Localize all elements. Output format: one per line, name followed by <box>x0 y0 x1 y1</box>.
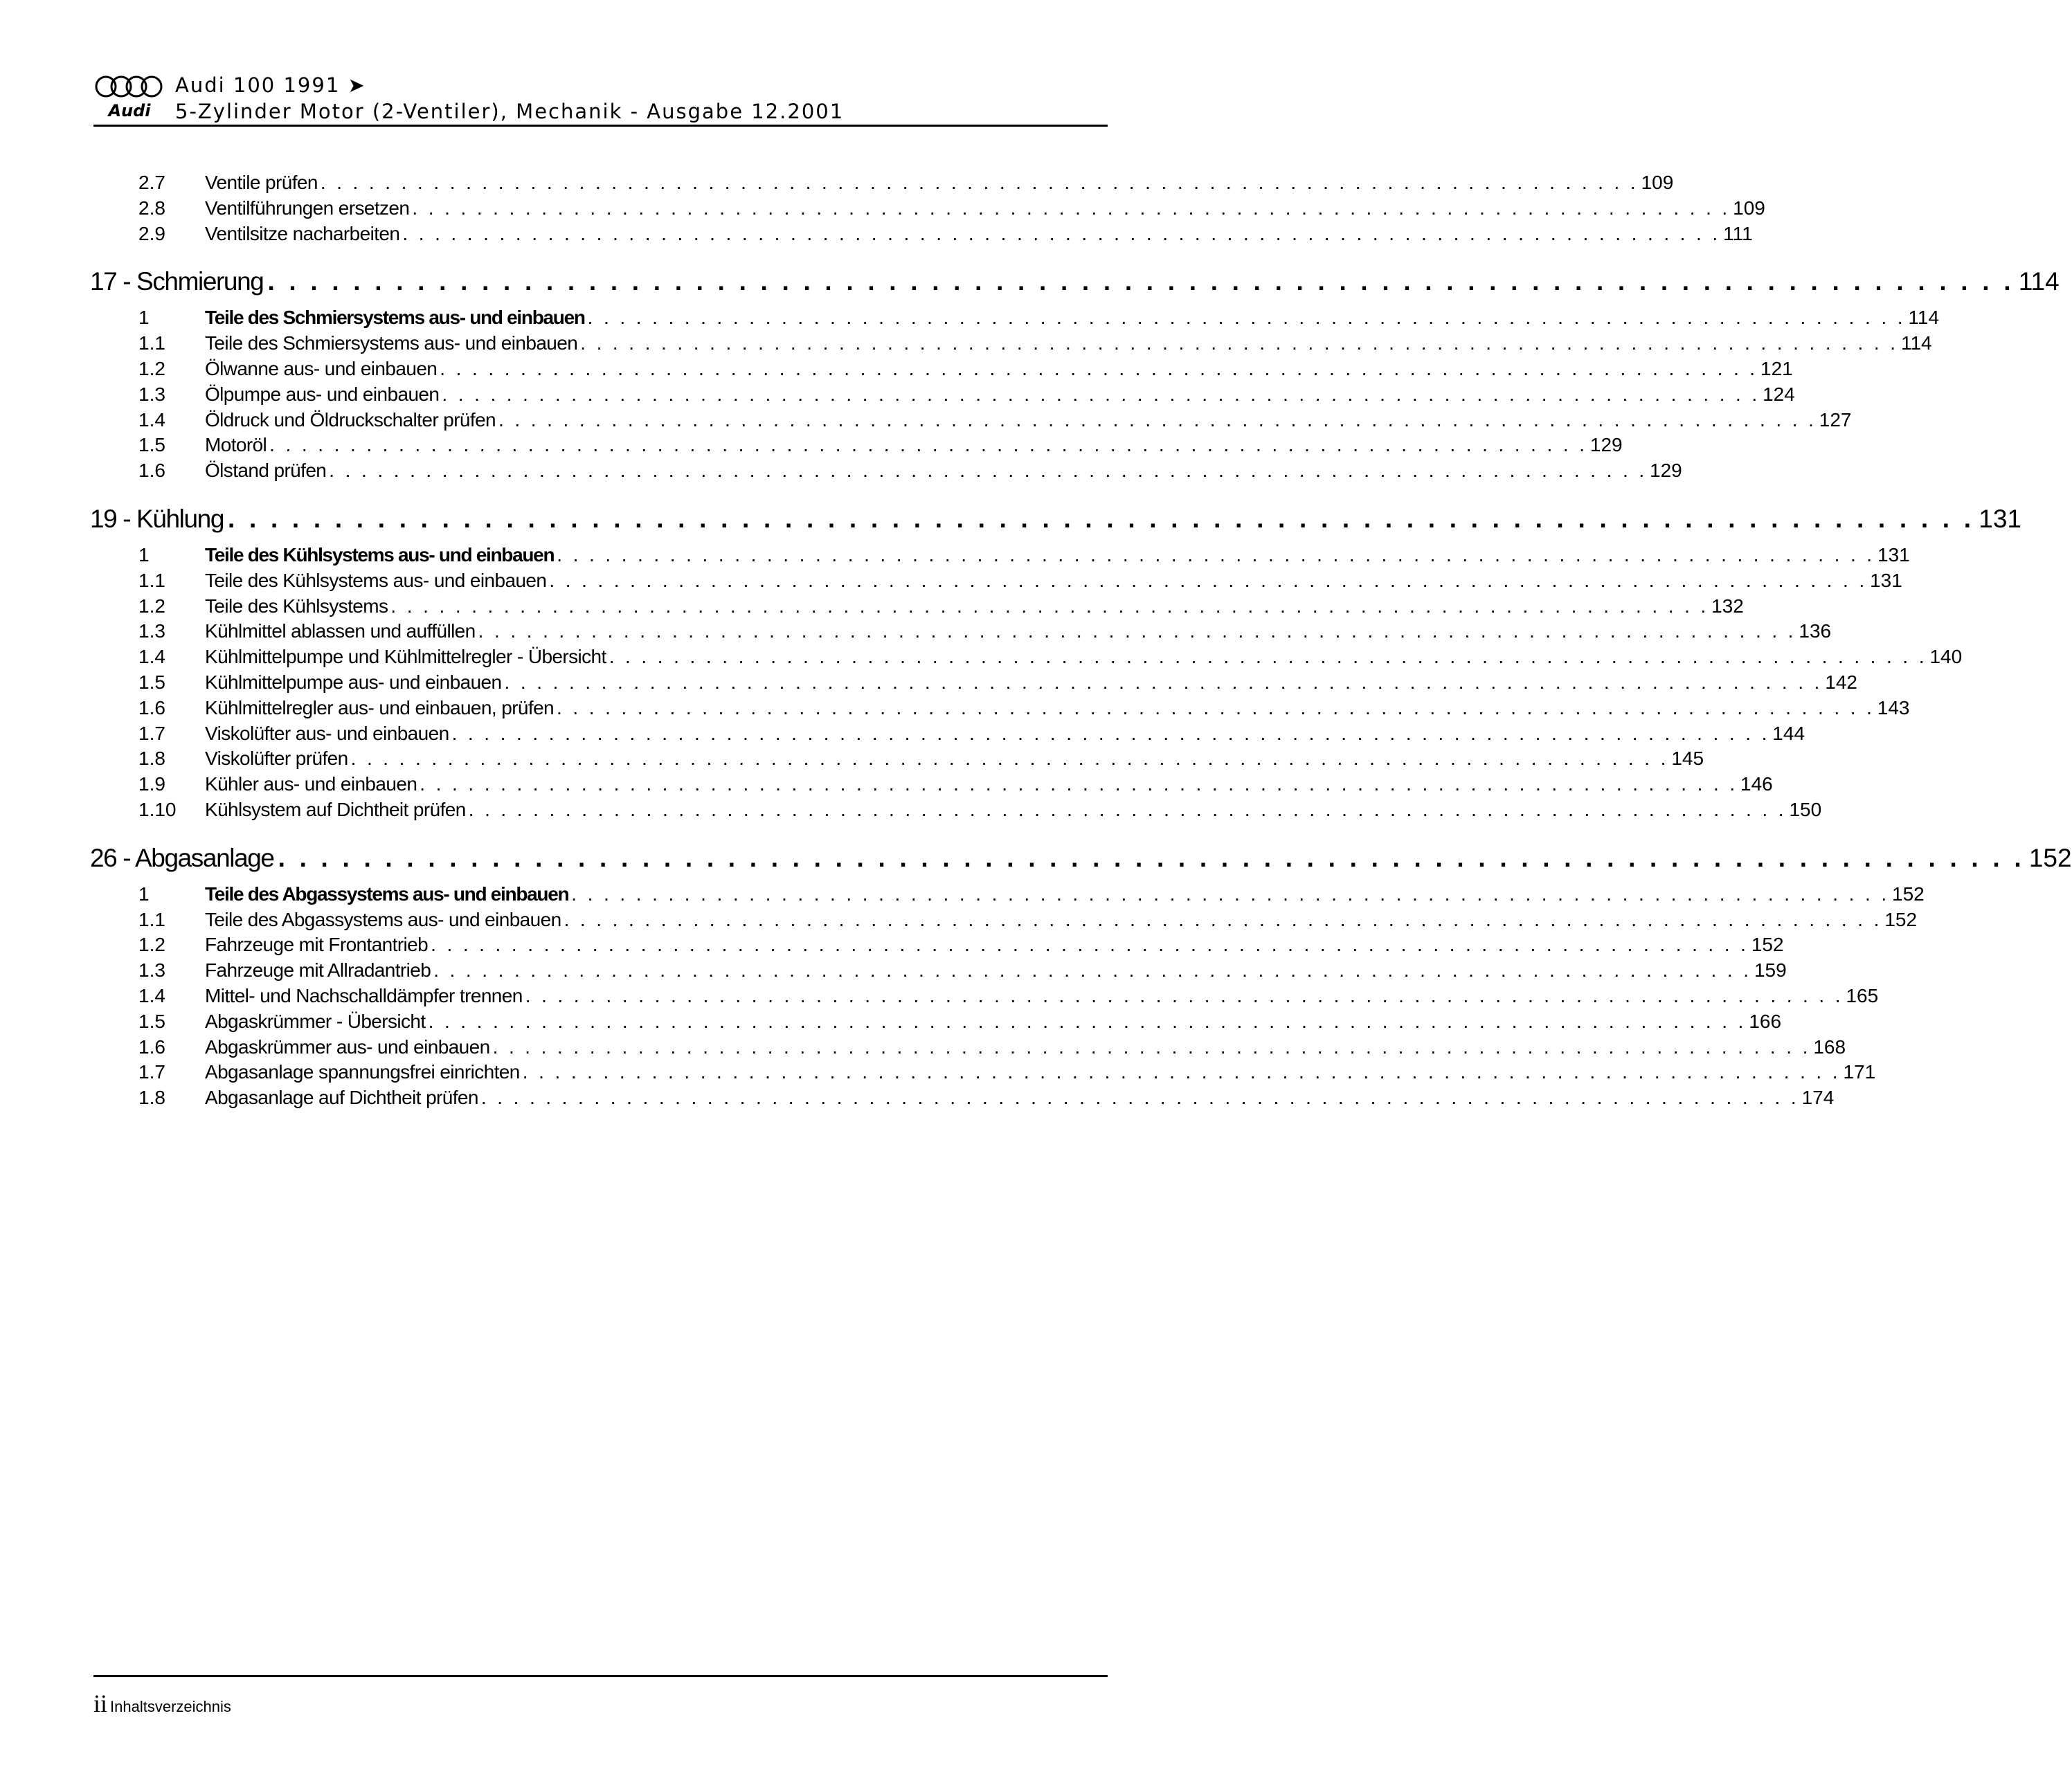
toc-entry-title: Fahrzeuge mit Allradantrieb <box>205 959 431 982</box>
toc-entry[interactable] <box>90 408 1852 433</box>
toc-entry-number: 1.1 <box>138 908 165 930</box>
toc-entry-number: 1.7 <box>138 722 165 744</box>
toc-entry[interactable] <box>90 196 1765 222</box>
dot-leader: . . . . . . . . . . . . . . . . . . . . . . . . . . . . . . . . . . . . . . . . . . . . . . . . . . . . . . . . . . . . . . . . . . . . . . . . . . . . . . . . . . <box>480 1087 1799 1109</box>
toc-entry[interactable] <box>90 331 1932 356</box>
toc-entry-number: 1.7 <box>138 1061 165 1083</box>
toc-entry-page: 165 <box>1846 984 1879 1006</box>
toc-chapter-heading[interactable] <box>90 839 2072 878</box>
toc-entry-page: 136 <box>1799 620 1832 642</box>
dot-leader: . . . . . . . . . . . . . . . . . . . . . . . . . . . . . . . . . . . . . . . . . . . . . . . . . . . . . . . . . . . . . . . . . . . . . . . . . . . . . . . . . . <box>468 798 1787 820</box>
toc-entry-title: Ventilführungen ersetzen <box>205 197 410 219</box>
toc-entry-number: 1 <box>138 307 150 329</box>
toc-entry-page: 109 <box>1641 172 1674 193</box>
audi-logo-wordmark: Audi <box>108 101 151 120</box>
toc-entry[interactable] <box>90 458 1682 484</box>
dot-leader: . . . . . . . . . . . . . . . . . . . . . . . . . . . . . . . . . . . . . . . . . . . . . . . . . . . . . . . . . . . . . . . . . . . . . . . . . . . . . . . . . . <box>278 843 2025 872</box>
page-footer <box>93 1689 231 1718</box>
dot-leader: . . . . . . . . . . . . . . . . . . . . . . . . . . . . . . . . . . . . . . . . . . . . . . . . . . . . . . . . . . . . . . . . . . . . . . . . . . . . . . . . . . <box>525 984 1844 1006</box>
toc-entry-number: 1.10 <box>138 798 177 820</box>
toc-entry-number: 1.4 <box>138 646 165 668</box>
toc-entry-number: 1.4 <box>138 408 165 431</box>
toc-entry-number: 1.1 <box>138 569 165 591</box>
toc-entry-page: 127 <box>1819 408 1852 431</box>
toc-entry-number: 1.2 <box>138 595 165 617</box>
toc-entry-title: Kühlmittelpumpe aus- und einbauen <box>205 671 502 693</box>
dot-leader: . . . . . . . . . . . . . . . . . . . . . . . . . . . . . . . . . . . . . . . . . . . . . . . . . . . . . . . . . . . . . . . . . . . . . . . . . . . . . . . . . . <box>580 332 1898 354</box>
toc-entry-page: 132 <box>1711 595 1744 617</box>
dot-leader: . . . . . . . . . . . . . . . . . . . . . . . . . . . . . . . . . . . . . . . . . . . . . . . . . . . . . . . . . . . . . . . . . . . . . . . . . . . . . . . . . . <box>402 222 1721 244</box>
toc-entry[interactable] <box>90 568 1902 594</box>
toc-entry-title: Ölstand prüfen <box>205 460 327 482</box>
dot-leader: . . . . . . . . . . . . . . . . . . . . . . . . . . . . . . . . . . . . . . . . . . . . . . . . . . . . . . . . . . . . . . . . . . . . . . . . . . . . . . . . . . <box>428 1010 1747 1032</box>
toc-entry-title: Kühlmittelpumpe und Kühlmittelregler - Übersicht <box>205 646 606 668</box>
toc-entry-page: 129 <box>1650 460 1682 482</box>
dot-leader: . . . . . . . . . . . . . . . . . . . . . . . . . . . . . . . . . . . . . . . . . . . . . . . . . . . . . . . . . . . . . . . . . . . . . . . . . . . . . . . . . . <box>269 434 1587 456</box>
footer-divider <box>93 1675 1108 1677</box>
manual-subtitle: 5-Zylinder Motor (2-Ventiler), Mechanik - Ausgabe 12.2001 <box>175 100 845 123</box>
toc-entry-page: 142 <box>1825 671 1857 693</box>
toc-entry-number: 1.8 <box>138 748 165 770</box>
toc-entry-page: 121 <box>1760 357 1793 379</box>
toc-entry-page: 143 <box>1877 696 1910 718</box>
dot-leader: . . . . . . . . . . . . . . . . . . . . . . . . . . . . . . . . . . . . . . . . . . . . . . . . . . . . . . . . . . . . . . . . . . . . . . . . . . . . . . . . . . <box>440 357 1758 379</box>
toc-entry-page: 174 <box>1801 1087 1835 1109</box>
toc-chapter-heading[interactable] <box>90 262 2060 301</box>
toc-entry[interactable] <box>90 1060 1876 1085</box>
toc-entry-page: 114 <box>1908 307 1940 329</box>
dot-leader: . . . . . . . . . . . . . . . . . . . . . . . . . . . . . . . . . . . . . . . . . . . . . . . . . . . . . . . . . . . . . . . . . . . . . . . . . . . . . . . . . . <box>267 267 2015 296</box>
footer-label: Inhaltsverzeichnis <box>110 1698 231 1715</box>
toc-entry-number: 1.6 <box>138 460 165 482</box>
manual-title: Audi 100 1991 ➤ <box>175 73 366 97</box>
toc-entry-title: Ventile prüfen <box>205 172 318 193</box>
toc-entry-number: 1.5 <box>138 671 165 693</box>
toc-entry[interactable] <box>90 619 1832 644</box>
toc-entry[interactable] <box>90 907 1918 933</box>
toc-entry[interactable] <box>90 772 1773 797</box>
toc-entry-page: 140 <box>1929 646 1963 668</box>
dot-leader: . . . . . . . . . . . . . . . . . . . . . . . . . . . . . . . . . . . . . . . . . . . . . . . . . . . . . . . . . . . . . . . . . . . . . . . . . . . . . . . . . . <box>564 908 1882 930</box>
toc-entry[interactable] <box>90 644 1963 670</box>
dot-leader: . . . . . . . . . . . . . . . . . . . . . . . . . . . . . . . . . . . . . . . . . . . . . . . . . . . . . . . . . . . . . . . . . . . . . . . . . . . . . . . . . . <box>609 646 1927 668</box>
toc-section-entry[interactable] <box>90 543 1910 568</box>
toc-entry-title: Teile des Kühlsystems aus- und einbauen <box>205 543 555 566</box>
table-of-contents <box>90 170 2072 1111</box>
toc-entry-page: 152 <box>1884 908 1918 930</box>
toc-entry-title: Abgaskrümmer aus- und einbauen <box>205 1036 490 1058</box>
toc-entry-number: 1.4 <box>138 984 165 1006</box>
toc-entry[interactable] <box>90 433 1623 458</box>
toc-entry[interactable] <box>90 1035 1846 1060</box>
toc-entry-title: Teile des Kühlsystems <box>205 595 388 617</box>
dot-leader: . . . . . . . . . . . . . . . . . . . . . . . . . . . . . . . . . . . . . . . . . . . . . . . . . . . . . . . . . . . . . . . . . . . . . . . . . . . . . . . . . . <box>571 883 1890 905</box>
toc-entry-number: 1.6 <box>138 1036 165 1058</box>
toc-section-entry[interactable] <box>90 882 1925 907</box>
toc-entry-number: 1.5 <box>138 434 165 456</box>
toc-entry[interactable] <box>90 958 1787 984</box>
toc-entry[interactable] <box>90 797 1822 823</box>
toc-entry-title: Ölwanne aus- und einbauen <box>205 357 438 379</box>
toc-entry[interactable] <box>90 1009 1782 1035</box>
toc-entry[interactable] <box>90 594 1744 620</box>
toc-entry-title: Viskolüfter aus- und einbauen <box>205 722 449 744</box>
toc-entry-title: Mittel- und Nachschalldämpfer trennen <box>205 984 523 1006</box>
toc-entry-number: 1.3 <box>138 620 165 642</box>
toc-entry-number: 1.2 <box>138 934 165 956</box>
toc-entry-title: Teile des Abgassystems aus- und einbauen <box>205 883 569 905</box>
toc-entry[interactable] <box>90 382 1795 408</box>
dot-leader: . . . . . . . . . . . . . . . . . . . . . . . . . . . . . . . . . . . . . . . . . . . . . . . . . . . . . . . . . . . . . . . . . . . . . . . . . . . . . . . . . . <box>522 1061 1841 1083</box>
toc-entry-number: 1.1 <box>138 332 165 354</box>
toc-entry-title: Öldruck und Öldruckschalter prüfen <box>205 408 496 431</box>
toc-entry-number: 1.9 <box>138 773 165 795</box>
toc-entry[interactable] <box>90 1085 1835 1111</box>
toc-entry-page: 131 <box>1870 569 1902 591</box>
toc-entry-number: 1.2 <box>138 357 165 379</box>
toc-entry-title: Ölpumpe aus- und einbauen <box>205 383 440 405</box>
toc-entry-title: Fahrzeuge mit Frontantrieb <box>205 934 429 956</box>
toc-entry-page: 111 <box>1723 222 1753 244</box>
toc-entry-title: Abgasanlage spannungsfrei einrichten <box>205 1061 520 1083</box>
chapter-page: 114 <box>2018 267 2060 296</box>
toc-entry-page: 109 <box>1733 197 1765 219</box>
toc-entry[interactable] <box>90 696 1910 721</box>
dot-leader: . . . . . . . . . . . . . . . . . . . . . . . . . . . . . . . . . . . . . . . . . . . . . . . . . . . . . . . . . . . . . . . . . . . . . . . . . . . . . . . . . . <box>442 383 1760 405</box>
dot-leader: . . . . . . . . . . . . . . . . . . . . . . . . . . . . . . . . . . . . . . . . . . . . . . . . . . . . . . . . . . . . . . . . . . . . . . . . . . . . . . . . . . <box>228 504 1975 533</box>
toc-entry-number: 1.6 <box>138 696 165 718</box>
toc-entry-title: Teile des Kühlsystems aus- und einbauen <box>205 569 547 591</box>
dot-leader: . . . . . . . . . . . . . . . . . . . . . . . . . . . . . . . . . . . . . . . . . . . . . . . . . . . . . . . . . . . . . . . . . . . . . . . . . . . . . . . . . . <box>420 773 1738 795</box>
toc-entry-number: 1.3 <box>138 959 165 982</box>
toc-entry[interactable] <box>90 932 1784 958</box>
toc-entry-number: 1.8 <box>138 1087 165 1109</box>
toc-chapter-heading[interactable] <box>90 500 2021 539</box>
toc-entry-title: Teile des Abgassystems aus- und einbauen <box>205 908 561 930</box>
toc-entry-page: 145 <box>1671 748 1704 770</box>
toc-entry-title: Kühlsystem auf Dichtheit prüfen <box>205 798 466 820</box>
chapter-title: 26 - Abgasanlage <box>90 843 274 872</box>
page-header <box>93 72 1108 127</box>
toc-entry-page: 129 <box>1589 434 1623 456</box>
toc-entry-number: 1 <box>138 543 150 566</box>
toc-entry[interactable] <box>90 170 1674 196</box>
dot-leader: . . . . . . . . . . . . . . . . . . . . . . . . . . . . . . . . . . . . . . . . . . . . . . . . . . . . . . . . . . . . . . . . . . . . . . . . . . . . . . . . . . <box>329 460 1648 482</box>
dot-leader: . . . . . . . . . . . . . . . . . . . . . . . . . . . . . . . . . . . . . . . . . . . . . . . . . . . . . . . . . . . . . . . . . . . . . . . . . . . . . . . . . . <box>412 197 1731 219</box>
chapter-page: 131 <box>1979 504 2021 533</box>
toc-entry-page: 166 <box>1749 1010 1782 1032</box>
dot-leader: . . . . . . . . . . . . . . . . . . . . . . . . . . . . . . . . . . . . . . . . . . . . . . . . . . . . . . . . . . . . . . . . . . . . . . . . . . . . . . . . . . <box>557 696 1875 718</box>
toc-entry-title: Teile des Schmiersystems aus- und einbauen <box>205 332 578 354</box>
toc-entry-number: 1 <box>138 883 150 905</box>
toc-entry-page: 152 <box>1892 883 1925 905</box>
audi-logo-icon <box>93 72 166 120</box>
toc-entry-page: 131 <box>1877 543 1910 566</box>
dot-leader: . . . . . . . . . . . . . . . . . . . . . . . . . . . . . . . . . . . . . . . . . . . . . . . . . . . . . . . . . . . . . . . . . . . . . . . . . . . . . . . . . . <box>504 671 1823 693</box>
toc-entry[interactable] <box>90 356 1793 382</box>
dot-leader: . . . . . . . . . . . . . . . . . . . . . . . . . . . . . . . . . . . . . . . . . . . . . . . . . . . . . . . . . . . . . . . . . . . . . . . . . . . . . . . . . . <box>390 595 1709 617</box>
toc-entry-page: 114 <box>1900 332 1932 354</box>
toc-entry-page: 159 <box>1754 959 1787 982</box>
dot-leader: . . . . . . . . . . . . . . . . . . . . . . . . . . . . . . . . . . . . . . . . . . . . . . . . . . . . . . . . . . . . . . . . . . . . . . . . . . . . . . . . . . <box>320 172 1639 193</box>
dot-leader: . . . . . . . . . . . . . . . . . . . . . . . . . . . . . . . . . . . . . . . . . . . . . . . . . . . . . . . . . . . . . . . . . . . . . . . . . . . . . . . . . . <box>498 408 1817 431</box>
toc-entry-title: Viskolüfter prüfen <box>205 748 348 770</box>
toc-entry[interactable] <box>90 984 1879 1009</box>
toc-entry-title: Kühlmittel ablassen und auffüllen <box>205 620 476 642</box>
toc-entry-title: Motoröl <box>205 434 267 456</box>
chapter-title: 17 - Schmierung <box>90 267 264 296</box>
toc-entry[interactable] <box>90 721 1805 747</box>
toc-entry-number: 1.5 <box>138 1010 165 1032</box>
toc-entry-title: Kühler aus- und einbauen <box>205 773 417 795</box>
toc-entry[interactable] <box>90 222 1753 247</box>
toc-entry-title: Abgasanlage auf Dichtheit prüfen <box>205 1087 478 1109</box>
chapter-page: 152 <box>2028 843 2072 872</box>
dot-leader: . . . . . . . . . . . . . . . . . . . . . . . . . . . . . . . . . . . . . . . . . . . . . . . . . . . . . . . . . . . . . . . . . . . . . . . . . . . . . . . . . . <box>492 1036 1811 1058</box>
toc-section-entry[interactable] <box>90 305 1940 331</box>
toc-entry-page: 124 <box>1763 383 1795 405</box>
dot-leader: . . . . . . . . . . . . . . . . . . . . . . . . . . . . . . . . . . . . . . . . . . . . . . . . . . . . . . . . . . . . . . . . . . . . . . . . . . . . . . . . . . <box>587 307 1906 329</box>
dot-leader: . . . . . . . . . . . . . . . . . . . . . . . . . . . . . . . . . . . . . . . . . . . . . . . . . . . . . . . . . . . . . . . . . . . . . . . . . . . . . . . . . . <box>557 543 1875 566</box>
dot-leader: . . . . . . . . . . . . . . . . . . . . . . . . . . . . . . . . . . . . . . . . . . . . . . . . . . . . . . . . . . . . . . . . . . . . . . . . . . . . . . . . . . <box>451 722 1770 744</box>
toc-entry-number: 2.7 <box>138 172 165 193</box>
toc-entry-title: Ventilsitze nacharbeiten <box>205 222 400 244</box>
toc-entry-title: Abgaskrümmer - Übersicht <box>205 1010 426 1032</box>
chapter-title: 19 - Kühlung <box>90 504 224 533</box>
dot-leader: . . . . . . . . . . . . . . . . . . . . . . . . . . . . . . . . . . . . . . . . . . . . . . . . . . . . . . . . . . . . . . . . . . . . . . . . . . . . . . . . . . <box>549 569 1868 591</box>
toc-entry[interactable] <box>90 670 1857 696</box>
toc-entry-page: 171 <box>1843 1061 1876 1083</box>
page-number: ii <box>93 1690 108 1717</box>
toc-entry-page: 144 <box>1772 722 1805 744</box>
dot-leader: . . . . . . . . . . . . . . . . . . . . . . . . . . . . . . . . . . . . . . . . . . . . . . . . . . . . . . . . . . . . . . . . . . . . . . . . . . . . . . . . . . <box>433 959 1751 982</box>
toc-entry-title: Teile des Schmiersystems aus- und einbauen <box>205 307 585 329</box>
toc-entry-number: 1.3 <box>138 383 165 405</box>
dot-leader: . . . . . . . . . . . . . . . . . . . . . . . . . . . . . . . . . . . . . . . . . . . . . . . . . . . . . . . . . . . . . . . . . . . . . . . . . . . . . . . . . . <box>350 748 1669 770</box>
toc-entry-page: 150 <box>1789 798 1822 820</box>
toc-entry[interactable] <box>90 746 1704 772</box>
toc-entry-page: 152 <box>1751 934 1784 956</box>
dot-leader: . . . . . . . . . . . . . . . . . . . . . . . . . . . . . . . . . . . . . . . . . . . . . . . . . . . . . . . . . . . . . . . . . . . . . . . . . . . . . . . . . . <box>478 620 1796 642</box>
dot-leader: . . . . . . . . . . . . . . . . . . . . . . . . . . . . . . . . . . . . . . . . . . . . . . . . . . . . . . . . . . . . . . . . . . . . . . . . . . . . . . . . . . <box>431 934 1749 956</box>
toc-entry-number: 2.9 <box>138 222 165 244</box>
toc-entry-page: 168 <box>1813 1036 1846 1058</box>
toc-entry-title: Kühlmittelregler aus- und einbauen, prüfen <box>205 696 555 718</box>
toc-entry-page: 146 <box>1740 773 1773 795</box>
toc-entry-number: 2.8 <box>138 197 165 219</box>
